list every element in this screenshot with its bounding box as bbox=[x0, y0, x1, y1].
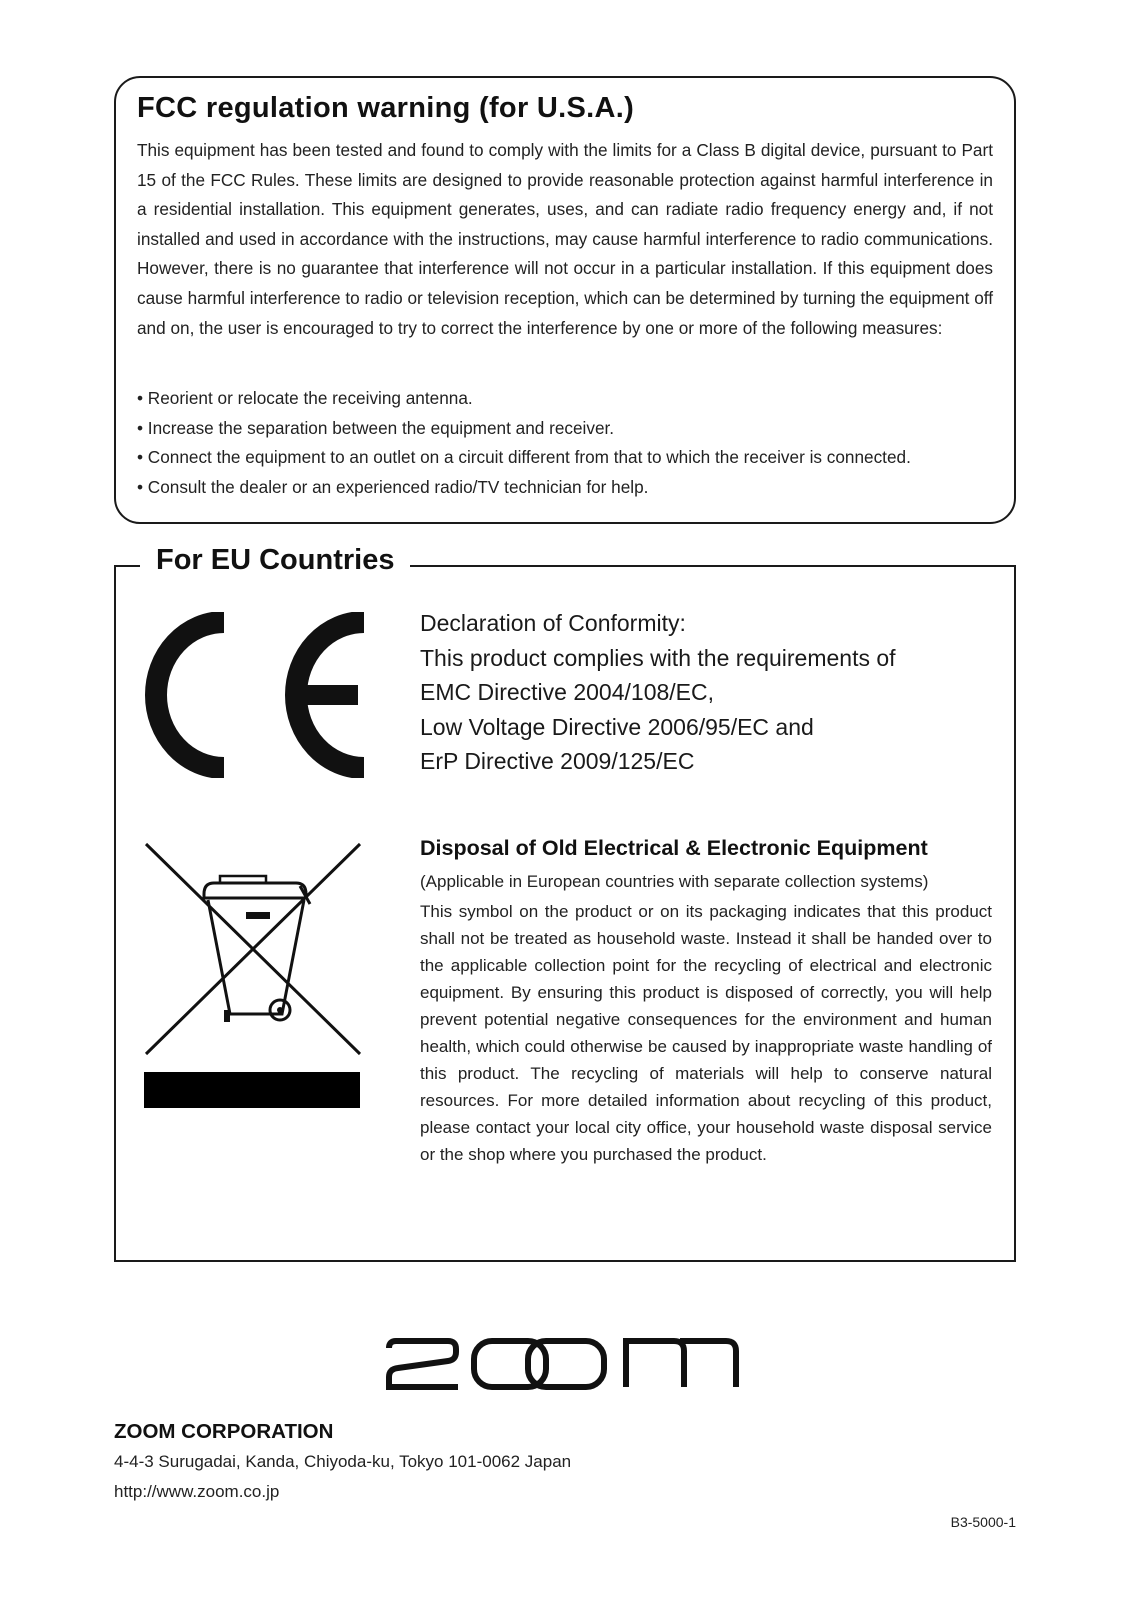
company-address: 4-4-3 Surugadai, Kanda, Chiyoda-ku, Tokyo 101-0062 Japan bbox=[114, 1452, 572, 1471]
disposal-subtitle: (Applicable in European countries with separate collection systems) bbox=[420, 872, 929, 891]
company-website-link[interactable]: http://www.zoom.co.jp bbox=[114, 1482, 280, 1501]
declaration-line: EMC Directive 2004/108/EC, bbox=[420, 679, 715, 705]
disposal-body-text: This symbol on the product or on its packaging indicates that this product shall not be treated as household waste. Instead it shall be handed over to the applicable collection point for the recycling of electrical and electronic equipment. By ensuring this product is disposed of correctly, you will help prevent potential negative consequences for the environment and human health, which could otherwise be caused by inappropriate waste handling of this product. The recycling of materials will help to conserve natural resources. For more detailed information about recycling of this product, please contact your local city office, your household waste disposal service or the shop where you purchased the product. bbox=[420, 902, 992, 1164]
company-name: ZOOM CORPORATION bbox=[114, 1420, 334, 1443]
crossed-out-wheelie-bin-icon bbox=[144, 842, 370, 1132]
declaration-line: ErP Directive 2009/125/EC bbox=[420, 748, 695, 774]
declaration-line: Low Voltage Directive 2006/95/EC and bbox=[420, 713, 814, 740]
fcc-body-text: This equipment has been tested and found to comply with the limits for a Class B digital device, pursuant to Part 15 of the FCC Rules. These limits are designed to provide reasonable protection against harmful interference in a residential installation. This equipment generates, uses, and can radiate radio frequency energy and, if not installed and used in accordance with the instructions, may cause harmful interference to radio communications. However, there is no guarantee that interference will not occur in a particular installation. If this equipment does cause harmful interference to radio or television reception, which can be determined by turning the equipment off and on, the user is encouraged to try to correct the interference by one or more of the following measures: bbox=[137, 140, 993, 338]
ce-mark-icon bbox=[140, 612, 374, 778]
list-item: • Increase the separation between the equipment and receiver. bbox=[137, 414, 1007, 444]
declaration-line: This product complies with the requirements of bbox=[420, 644, 896, 671]
fcc-measures-list bbox=[137, 384, 1007, 502]
declaration-of-conformity bbox=[420, 606, 1010, 779]
list-item: • Consult the dealer or an experienced radio/TV technician for help. bbox=[137, 473, 1007, 503]
fcc-title: FCC regulation warning (for U.S.A.) bbox=[137, 92, 635, 124]
zoom-logo bbox=[386, 1338, 742, 1390]
document-code: B3-5000-1 bbox=[950, 1514, 1016, 1530]
list-item: • Reorient or relocate the receiving antenna. bbox=[137, 384, 1007, 414]
declaration-line: Declaration of Conformity: bbox=[420, 610, 686, 636]
list-item: • Connect the equipment to an outlet on a circuit different from that to which the receiver is connected. bbox=[137, 443, 1007, 473]
eu-title: For EU Countries bbox=[140, 544, 410, 577]
disposal-title: Disposal of Old Electrical & Electronic Equipment bbox=[420, 836, 928, 860]
